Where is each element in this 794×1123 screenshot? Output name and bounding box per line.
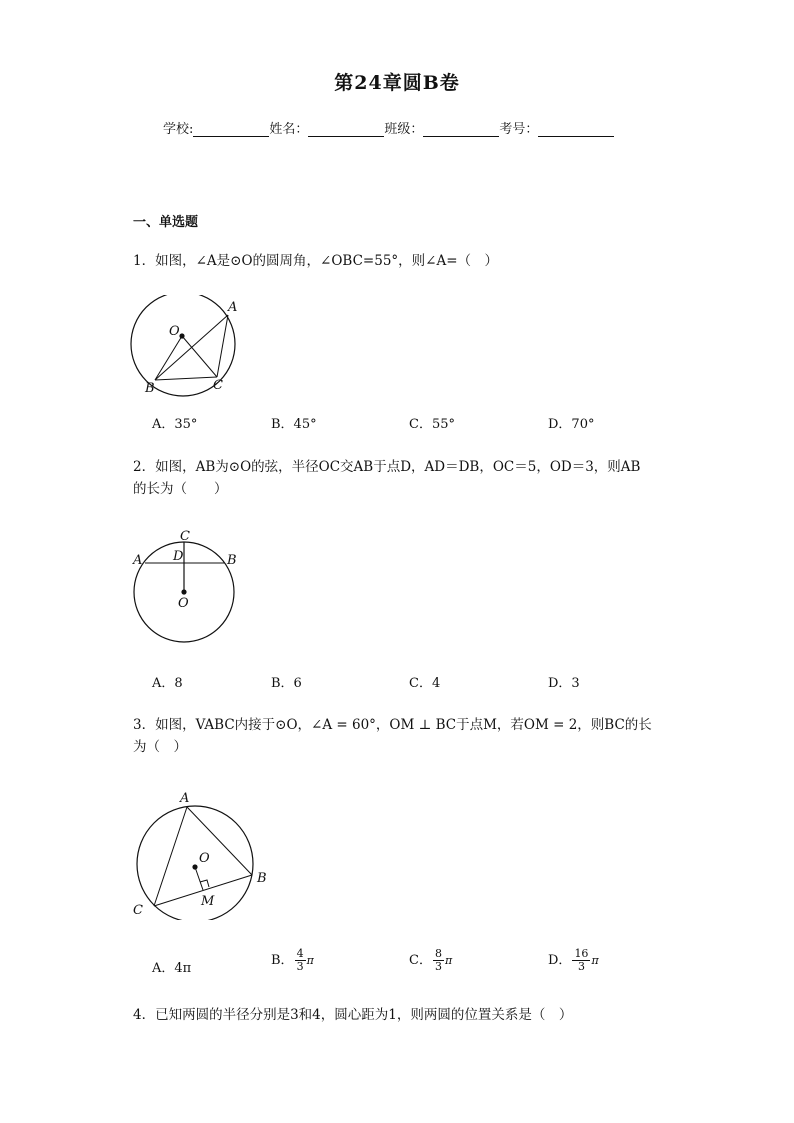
student-info-line [163,118,614,137]
label-c: C [213,378,223,393]
label-a: A [228,300,238,315]
question-1-figure [125,295,255,400]
question-2-line-1: 2．如图，AB为⊙O的弦，半径OC交AB于点D，AD＝DB，OC＝5，OD＝3，则AB [133,459,641,475]
q2-option-d[interactable]: D．3 [548,676,580,691]
question-3-options [152,947,712,980]
segment-ac [217,315,228,377]
question-1-number: 1． [133,253,156,269]
pi-symbol: π [306,954,314,967]
question-2-options [152,672,712,692]
q3-option-d-prefix: D． [548,953,572,968]
label-o: O [178,596,189,611]
q1-option-c[interactable]: C．55° [409,417,455,432]
segment-bc [155,377,217,380]
q3-option-b[interactable] [271,948,314,973]
q3-option-c-fraction [433,948,444,973]
label-c: C [180,529,190,544]
q3-option-b-prefix: B． [271,953,294,968]
pi-symbol: π [444,954,453,967]
page-title: 第24章圆B卷 [334,72,460,94]
center-point [181,589,186,594]
exam-no-blank [538,122,614,137]
numerator: 4 [296,947,304,960]
q3-option-d[interactable] [548,948,599,973]
segment-om [195,867,203,890]
label-o: O [199,851,210,866]
question-1 [133,250,693,272]
section-heading: 一、单选题 [133,215,199,230]
q3-option-c[interactable] [409,948,452,973]
question-2-figure [125,525,245,647]
label-d: D [173,549,184,564]
class-blank [423,122,499,137]
question-1-options [152,413,712,433]
label-o: O [169,324,180,339]
denominator: 3 [296,960,304,973]
q3-option-d-fraction [572,948,590,973]
question-2-line-2: 的长为（ ） [133,481,228,497]
segment-ob [155,336,182,380]
segment-ba [155,315,228,380]
question-3-line-2: 为（ ） [133,739,187,755]
question-4: 4．已知两圆的半径分别是3和4，圆心距为1，则两圆的位置关系是（ ） [133,1007,573,1023]
question-2 [133,456,693,500]
label-a: A [180,791,190,806]
numerator: 16 [574,947,589,960]
label-m: M [201,894,215,909]
segment-ac [154,807,187,906]
center-point [179,333,184,338]
pi-symbol: π [591,954,599,967]
q3-option-a[interactable]: A．4π [152,961,192,976]
school-blank [193,122,269,137]
label-b: B [257,871,267,886]
label-c: C [133,903,143,918]
q2-option-c[interactable]: C．4 [409,676,441,691]
q3-option-b-fraction [295,948,306,973]
q1-option-b[interactable]: B．45° [271,417,317,432]
circle [137,806,253,920]
exam-no-label: 考号： [499,122,539,137]
denominator: 3 [577,960,585,973]
q2-option-b[interactable]: B．6 [271,676,302,691]
segment-ab [187,807,252,875]
q1-option-a[interactable]: A．35° [152,417,198,432]
question-3-line-1: 3．如图，VABC内接于⊙O，∠A = 60°，OM ⊥ BC于点M，若OM = 2，则BC的长 [133,717,652,733]
segment-oc [182,336,217,377]
q1-option-d[interactable]: D．70° [548,417,595,432]
label-a: A [133,553,143,568]
q2-option-a[interactable]: A．8 [152,676,183,691]
class-label: 班级： [384,122,424,137]
question-3-figure [125,785,275,920]
denominator: 3 [434,960,442,973]
label-b: B [227,553,237,568]
label-b: B [145,381,155,396]
numerator: 8 [434,947,442,960]
question-3 [133,714,693,758]
center-point [192,864,197,869]
name-blank [308,122,384,137]
question-1-text: 如图，∠A是⊙O的圆周角，∠OBC=55°，则∠A=（ ） [155,253,499,269]
name-label: 姓名： [269,122,309,137]
q3-option-c-prefix: C． [409,953,432,968]
school-label: 学校: [163,122,194,137]
